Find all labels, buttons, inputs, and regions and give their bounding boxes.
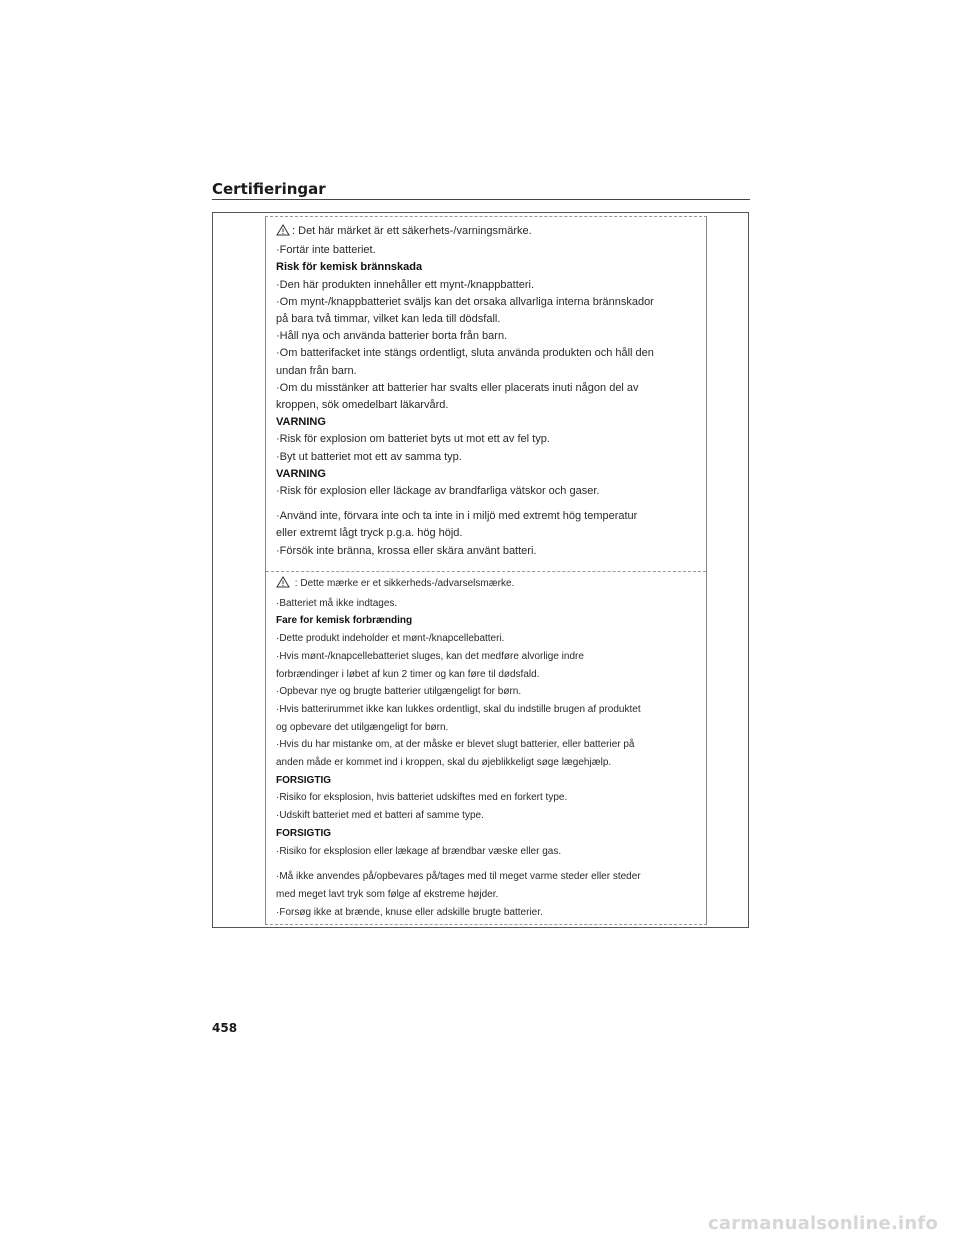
sv-gap [276,500,700,508]
sv-line-5: på bara två timmar, vilket kan leda till dödsfall. [276,313,501,326]
da-line-4: ·Hvis mønt-/knapcellebatteriet sluges, kan det medføre alvorlige indre [276,650,584,662]
da-line-12: ·Risiko for eksplosion, hvis batteriet udskiftes med en forkert type. [276,792,568,804]
sv-heading-warning-2: VARNING [276,467,326,480]
sv-line-7: ·Om batterifacket inte stängs ordentligt, sluta använda produkten och håll den [276,347,654,360]
warning-triangle-icon [276,576,290,595]
page-number: 458 [212,1021,238,1035]
sv-line-15: ·Risk för explosion eller läckage av brandfarliga vätskor och gaser. [276,485,600,498]
da-line-15: ·Risiko for eksplosion eller lækage af brændbar væske eller gas. [276,845,562,857]
sv-line-12: ·Risk för explosion om batteriet byts ut mot ett av fel typ. [276,433,550,446]
da-line-1: ·Batteriet må ikke indtages. [276,597,398,609]
page-title: Certifieringar [212,180,326,198]
da-line-7: ·Hvis batterirummet ikke kan lukkes ordentligt, skal du indstille brugen af produktet [276,703,641,715]
scanned-label-image [265,216,707,925]
sv-line-16: ·Använd inte, förvara inte och ta inte in i miljö med extremt hög temperatur [276,510,638,523]
da-heading-caution-1: FORSIGTIG [276,774,331,786]
sv-line-6: ·Håll nya och använda batterier borta från barn. [276,330,508,343]
sv-line-10: kroppen, sök omedelbart läkarvård. [276,399,449,412]
da-heading-chemical-burn: Fare for kemisk forbrænding [276,615,413,627]
da-line-3: ·Dette produkt indeholder et mønt-/knapcellebatteri. [276,633,505,645]
da-gap [276,860,700,868]
da-line-9: ·Hvis du har mistanke om, at der måske er blevet slugt batterier, eller batterier på [276,739,635,751]
da-line-0: : Dette mærke er et sikkerheds-/advarselsmærke. [276,575,700,595]
sv-line-9: ·Om du misstänker att batterier har svalts eller placerats inuti någon del av [276,381,639,394]
swedish-warning-text [276,223,700,560]
da-line-18: ·Forsøg ikke at brænde, knuse eller adskille brugte batterier. [276,906,543,918]
watermark: carmanualsonline.info [707,1213,938,1234]
da-line-13: ·Udskift batteriet med et batteri af samme type. [276,810,484,822]
sv-heading-chemical-burn: Risk för kemisk brännskada [276,261,423,274]
sv-line-4: ·Om mynt-/knappbatteriet sväljs kan det orsaka allvarliga interna brännskador [276,295,654,308]
sv-line-18: ·Försök inte bränna, krossa eller skära använt batteri. [276,544,537,557]
sv-line-3: ·Den här produkten innehåller ett mynt-/knappbatteri. [276,278,535,291]
da-line-6: ·Opbevar nye og brugte batterier utilgængeligt for børn. [276,686,522,698]
warning-triangle-icon [276,224,290,242]
da-line-8: og opbevare det utilgængeligt for børn. [276,721,449,733]
da-line-16: ·Må ikke anvendes på/opbevares på/tages med til meget varme steder eller steder [276,871,641,883]
sv-line-13: ·Byt ut batteriet mot ett av samma typ. [276,450,462,463]
language-divider [266,571,706,572]
sv-line-1: ·Fortär inte batteriet. [276,244,376,257]
da-line-5: forbrændinger i løbet af kun 2 timer og kan føre til dødsfald. [276,668,540,680]
sv-line-0: : Det här märket är ett säkerhets-/varningsmärke. [276,223,700,242]
danish-warning-text [276,575,700,921]
da-line-17: med meget lavt tryk som følge af ekstreme højder. [276,888,499,900]
title-divider [212,199,750,200]
da-line-10: anden måde er kommet ind i kroppen, skal du øjeblikkeligt søge lægehjælp. [276,757,612,769]
sv-line-17: eller extremt lågt tryck p.g.a. hög höjd. [276,527,463,540]
sv-heading-warning-1: VARNING [276,416,326,429]
sv-line-8: undan från barn. [276,364,357,377]
da-heading-caution-2: FORSIGTIG [276,827,331,839]
